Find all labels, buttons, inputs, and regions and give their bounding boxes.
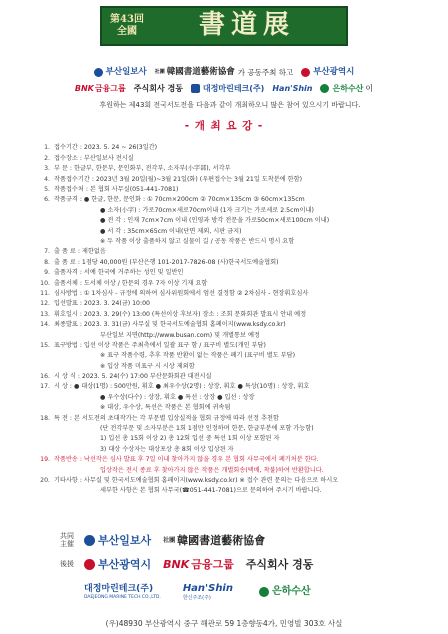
footer-kyungdong-text: 주식회사 경동 (245, 558, 314, 571)
guideline-item-text: 최종발표 : 2023. 3. 31(금) 사무실 및 한국서도예술협회 홈페이지(www.ksdy.co.kr) (54, 321, 286, 329)
section-heading: - 개 최 요 강 - (184, 120, 264, 132)
kyungdong-logo (134, 84, 183, 94)
bnk-logo (75, 84, 126, 94)
footer-daejeong-logo (84, 584, 161, 600)
guideline-item-text: ● 전 각 : 인재 7cm×7cm 이내 (인영과 방각 전문을 가로50cm×세로100cm 이내) (100, 217, 330, 225)
title-banner (100, 6, 348, 46)
daejeong-icon (191, 84, 200, 93)
assoc-text: 韓國書道藝術協會 (166, 67, 235, 77)
guideline-item-text: 출 품 료 : 제한없음 (54, 248, 106, 256)
guideline-item (36, 413, 436, 423)
footer-support-row-1 (0, 558, 448, 571)
footer-hanshin-logo (183, 583, 233, 601)
guideline-item (36, 216, 436, 226)
guideline-item-text: ※ 대상, 우수상, 특선은 작품은 본 협회에 귀속됨 (100, 404, 231, 412)
busan-ilbo-text: 부산일보사 (105, 67, 147, 77)
guideline-item-text: 입선발표 : 2023. 3. 24(금) 10:00 (54, 300, 150, 308)
guideline-item (36, 382, 436, 392)
joint-text: 가 공동주최 하고 (237, 67, 294, 77)
support-label: 後援 (60, 559, 74, 568)
banner-edition-text: 第43回 (110, 14, 144, 25)
guideline-item (36, 185, 436, 195)
footer-hanshin-sub: 한신주조(주) (182, 595, 211, 601)
guideline-item (36, 299, 436, 309)
guideline-item-number: 8. (44, 258, 50, 266)
guideline-item (36, 403, 436, 413)
guideline-item-number: 16. (40, 373, 50, 381)
banner-edition (106, 14, 148, 38)
guideline-item-number: 2. (44, 154, 50, 162)
address: (우)48930 부산광역시 중구 해관로 59 1층향동4가, 민영빌 303호 사실 (105, 619, 343, 628)
guideline-item-text: 작품규격 : ● 한글, 한문, 문인화 : ① 70cm×200cm ② 70cm×135cm ③ 60cm×135cm (54, 196, 305, 204)
guideline-item (36, 268, 436, 278)
guideline-item (36, 392, 436, 402)
footer-busan-city-logo (84, 558, 151, 571)
footer-assoc-logo (163, 534, 265, 547)
host-label-2: 主催 (60, 539, 74, 548)
guideline-item-text: ● 우수상(다수) : 상장, 휘호 ● 특선 : 상장 ● 입선 : 상장 (100, 393, 255, 401)
guideline-item (36, 257, 436, 267)
guideline-item (36, 434, 436, 444)
footer-bnk-group-text: 금융그룹 (191, 558, 234, 571)
guideline-item-text: 출품자격 : 서예 한국에 거주하는 성인 및 일반인 (54, 269, 184, 277)
guideline-item-number: 1. (44, 144, 50, 152)
guideline-item-text: 부 문 : 한글부, 한문부, 문인화부, 전각부, 소자부(小字部), 서각부 (54, 165, 231, 173)
busan-ilbo-logo (94, 67, 147, 77)
intro-text: 후원하는 제43회 전국서도전을 다음과 같이 개최하오니 많은 참여 있으시기 바랍니다. (99, 101, 361, 109)
daejeong-logo (191, 84, 264, 94)
guideline-item-number: 12. (40, 300, 50, 308)
footer-busan-city-icon (84, 559, 95, 570)
guideline-item (36, 309, 436, 319)
guideline-item-number: 20. (40, 476, 50, 484)
guideline-item-text: 휘호일시 : 2023. 3. 29(수) 13:00 (특선이상 후보자) 장소 : 조회 문화회관 발표시 안내 예정 (54, 310, 307, 318)
guideline-item (36, 486, 436, 496)
guideline-item-text: 표구방법 : 입선 이상 작품은 주최측에서 일괄 표구 함 / 표구비 별도(개인 부담) (54, 341, 266, 349)
guideline-item-number: 6. (44, 196, 50, 204)
sponsor-suffix: 이 (365, 84, 374, 93)
guideline-item (36, 361, 436, 371)
guideline-item-number: 14. (40, 321, 50, 329)
guideline-item-text: 특 전 : 본 서도전의 초대작가는 각 부문별 입상실적을 협회 규정에 따라 선정 추천함 (54, 414, 279, 422)
sponsor-row-mid (0, 84, 448, 94)
busan-city-logo (301, 67, 354, 77)
guideline-item (36, 444, 436, 454)
guideline-item (36, 143, 436, 153)
guideline-list (36, 143, 436, 496)
guideline-item (36, 476, 436, 486)
eunha-logo (320, 84, 363, 94)
footer-kyungdong-logo (246, 558, 314, 571)
guideline-item (36, 226, 436, 236)
footer-busan-ilbo-icon (84, 535, 95, 546)
footer-busan-ilbo-text: 부산일보사 (98, 534, 152, 548)
guideline-item-text: ※ 입상 작품 미표구 시 시상 제외함 (100, 362, 195, 370)
footer-busan-ilbo-logo (84, 534, 151, 547)
guideline-item-number: 5. (44, 186, 50, 194)
guideline-item (36, 465, 436, 475)
kyungdong-text: 주식회사 경동 (133, 84, 183, 93)
footer-eunha-icon (259, 587, 269, 597)
guideline-item-text: 접수장소 : 부산일보사 전시실 (54, 154, 134, 162)
daejeong-text: 대정마린테크(주) (202, 84, 265, 93)
guideline-item-number: 15. (40, 341, 50, 349)
guideline-item-text: 작품접수기간 : 2023년 3월 20일(월)~3월 21일(화) (우편접수는 3월 21일 도착분에 한함) (54, 175, 303, 183)
footer-busan-city-text: 부산광역시 (98, 558, 152, 571)
bnk-group-text: 금융그룹 (94, 84, 126, 93)
bnk-text: BNK (74, 84, 94, 93)
guideline-item (36, 164, 436, 174)
guideline-item-text: 입상작은 전시 종료 후 찾아가지 않은 작품은 개별회송(택배, 착불)하여 반환합니다. (100, 466, 324, 474)
guideline-item-text: 접수기간 : 2023. 5. 24 ~ 26(3일간) (54, 144, 158, 152)
guideline-item-number: 18. (40, 414, 50, 422)
guideline-item-number: 13. (40, 310, 50, 318)
guideline-item-text: 부산일보 지면(http://www.busan.com) 및 개별통보 예정 (100, 331, 260, 339)
eunha-text: 은하수산 (332, 84, 364, 93)
guideline-item (36, 340, 436, 350)
guideline-item-text: 기타사항 : 사무실 및 한국서도예술협회 홈페이지(www.ksdy.co.kr) ※ 접수 관련 문의는 다음으로 하시오 (54, 476, 339, 484)
banner-scope-text: 全國 (117, 26, 137, 37)
guideline-item (36, 195, 436, 205)
guideline-item (36, 320, 436, 330)
guideline-item (36, 330, 436, 340)
busan-city-icon (301, 68, 310, 77)
footer-eunha-text: 은하수산 (271, 586, 311, 597)
guideline-item-number: 4. (44, 175, 50, 183)
busan-ilbo-icon (94, 68, 103, 77)
footer-bnk-logo (163, 558, 234, 571)
guideline-item (36, 424, 436, 434)
guideline-item (36, 247, 436, 257)
guideline-item (36, 288, 436, 298)
guideline-item-number: 3. (44, 165, 50, 173)
guideline-item-number: 11. (40, 289, 50, 297)
sponsor-row-top (0, 67, 448, 77)
host-label (42, 533, 74, 548)
footer-bnk-text: BNK (163, 558, 190, 571)
guideline-item-text: 3) 대상 수상자는 대상포상 총 8회 이상 입상된 자 (100, 445, 234, 453)
guideline-item-number: 9. (44, 269, 50, 277)
guideline-item (36, 455, 436, 465)
footer-hosts-row (0, 533, 448, 548)
footer-assoc-text: 韓國書道藝術協會 (177, 534, 266, 548)
footer-daejeong-text: 대정마린테크(주) (84, 583, 154, 594)
hanshin-logo (272, 84, 312, 94)
guideline-item (36, 351, 436, 361)
guideline-item (36, 205, 436, 215)
hanshin-text: Han'Shin (272, 84, 313, 93)
guideline-item (36, 174, 436, 184)
guideline-item-text: 시 상 식 : 2023. 5. 24(수) 17:00 부산문화회관 대전시실 (54, 373, 212, 381)
guideline-item-text: 출품서체 : 도서체 이상 / 한문의 경우 7자 이상 기재 요함 (54, 279, 208, 287)
guideline-item-text: 1) 입선 총 15회 이상 2) 총 12회 입선 중 특선 1회 이상 포함된 자 (100, 435, 280, 443)
guideline-item-text: 출 품 료 : 1점당 40,000원 (부산은행 101-2017-7826-08 (사)한국서도예술협회) (54, 258, 279, 266)
guideline-item-text: 세부한 사항은 본 협회 사무국(☎051-441-7081)으로 문의하여 주시기 바랍니다. (100, 487, 322, 495)
footer-hanshin-text: Han'Shin (182, 583, 233, 594)
guideline-item-number: 19. (40, 456, 50, 464)
footer-eunha-logo (259, 586, 311, 598)
guideline-item-text: 작품접수처 : 본 협회 사무실(051-441-7081) (54, 186, 179, 194)
footer-assoc-prefix: 社團 (163, 537, 176, 545)
guideline-item-number: 10. (40, 279, 50, 287)
guideline-item-text: (단 전각부문 및 소자부분은 1회 1점만 인정하며 한문, 한글부분에 포함 가능함) (100, 425, 314, 433)
guideline-item-text: ※ 두 작품 이상 출품하지 않고 실물이 길 / 공동 작품은 반드시 명시 요함 (100, 237, 295, 245)
guideline-item-text: ● 서 각 : 35cm×65cm 이내(단면 제외, 시판 금지) (100, 227, 242, 235)
guideline-item (36, 278, 436, 288)
eunha-icon (320, 84, 329, 93)
footer-daejeong-en: DAEJEONG MARINE TECH CO.,LTD. (84, 594, 161, 600)
assoc-prefix: 社團 (154, 69, 165, 76)
guideline-item-text: ● 소자(小字) : 가로70cm×세로70cm이내 (1자 크기는 가로세로 2.5cm이내) (100, 206, 314, 214)
guideline-item (36, 237, 436, 247)
guideline-item-number: 7. (44, 248, 50, 256)
guideline-item-text: ※ 표구 작품수령, 추후 작품 반환이 없는 작품은 폐기 (표구비 별도 부담) (100, 352, 295, 360)
busan-city-text: 부산광역시 (313, 67, 355, 77)
guideline-item (36, 372, 436, 382)
guideline-item-text: 심사방법 : ① 1차심사 - 규정에 의하여 심사위원회에서 엄선 결정함 ② 2차심사 - 현장휘호심사 (54, 289, 309, 297)
banner-title: 書道展 (198, 10, 295, 41)
guideline-item (36, 153, 436, 163)
footer-support-row-2 (0, 583, 448, 601)
guideline-item-number: 17. (40, 383, 50, 391)
guideline-item-text: 시 상 : ● 대상(1명) : 500만원, 휘호 ● 최우수상(2명) : 상장, 휘호 ● 특상(10명) : 상장, 휘호 (54, 383, 310, 391)
guideline-item-text: 작품반송 : 낙선작은 심사 발표 후 7일 이내 찾아가지 않을 경우 본 협회 사무국에서 폐기처분 한다. (54, 456, 319, 464)
host-label-1: 共同 (60, 532, 74, 540)
assoc-logo (155, 67, 235, 77)
